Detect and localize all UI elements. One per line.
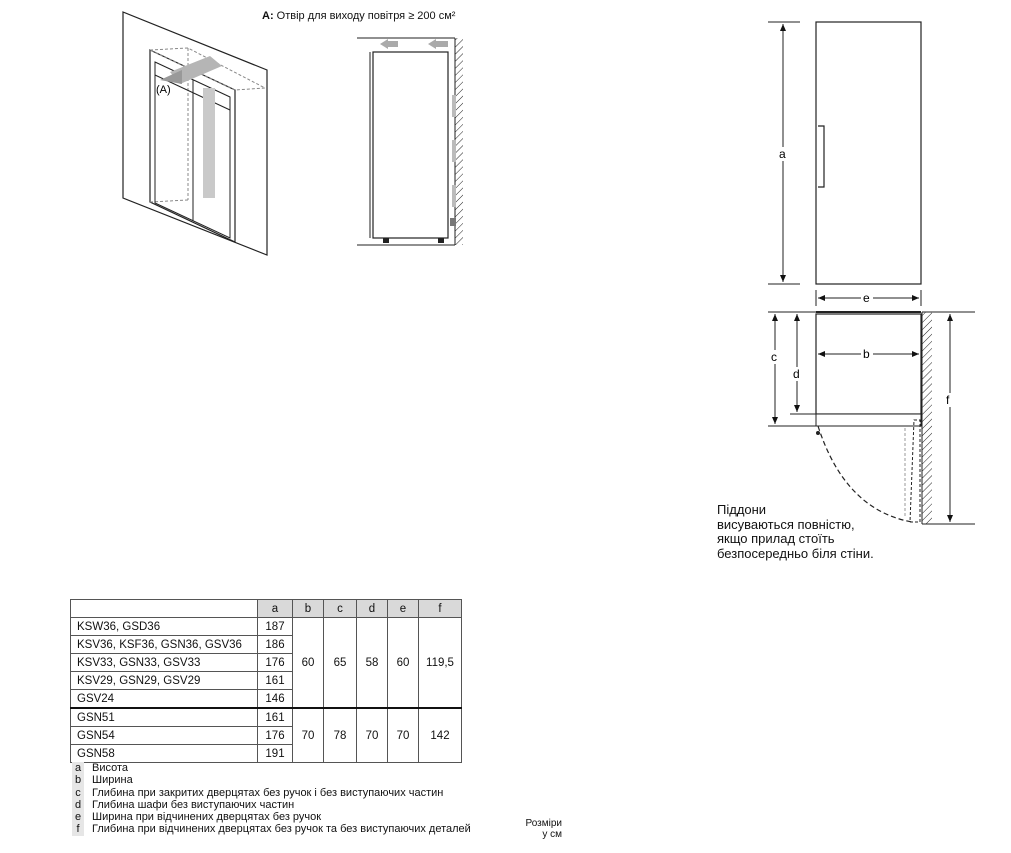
units-line: у см	[542, 829, 562, 840]
air-caption-key: A:	[262, 10, 274, 22]
legend-text: Висота	[92, 762, 129, 774]
units-line: Розміри	[525, 818, 562, 829]
note-line: якщо прилад стоїть	[717, 531, 835, 546]
width-cell: 70	[293, 708, 324, 763]
height-cell: 191	[258, 745, 293, 763]
dim-label-d: d	[793, 367, 800, 381]
depth-open-cell: 119,5	[419, 618, 462, 709]
width-open-cell: 60	[388, 618, 419, 709]
height-cell: 146	[258, 690, 293, 709]
cabinet-depth-cell: 58	[357, 618, 388, 709]
dim-label-f: f	[946, 393, 950, 407]
legend-item	[72, 762, 471, 774]
dim-label-e: e	[863, 291, 870, 305]
column-header-c: c	[324, 600, 357, 618]
legend-key: a	[72, 762, 84, 774]
model-cell: GSV24	[71, 690, 258, 709]
depth-open-cell: 142	[419, 708, 462, 763]
legend-item	[72, 799, 471, 811]
depth-closed-cell: 78	[324, 708, 357, 763]
model-cell: KSV33, GSN33, GSV33	[71, 654, 258, 672]
legend-item	[72, 787, 471, 799]
model-cell: KSV29, GSN29, GSV29	[71, 672, 258, 690]
depth-closed-cell: 65	[324, 618, 357, 709]
dim-label-a: a	[779, 147, 786, 161]
height-cell: 187	[258, 618, 293, 636]
legend-text: Глибина при відчинених дверцятах без ручок та без виступаючих деталей	[92, 823, 471, 836]
column-header-f: f	[419, 600, 462, 618]
height-cell: 161	[258, 708, 293, 727]
table-header-blank	[71, 600, 258, 618]
dim-label-b: b	[863, 347, 870, 361]
dim-label-c: c	[771, 350, 777, 364]
table-row	[71, 618, 462, 636]
height-cell: 161	[258, 672, 293, 690]
legend-item	[72, 811, 471, 823]
model-cell: GSN51	[71, 708, 258, 727]
width-cell: 60	[293, 618, 324, 709]
height-cell: 186	[258, 636, 293, 654]
dimensions-legend	[72, 762, 471, 836]
legend-key: b	[72, 774, 84, 786]
legend-key: e	[72, 811, 84, 823]
column-header-b: b	[293, 600, 324, 618]
legend-text: Ширина	[92, 774, 133, 787]
air-caption-text: Отвір для виходу повітря ≥ 200 см²	[276, 10, 456, 22]
legend-item	[72, 774, 471, 786]
model-cell: KSW36, GSD36	[71, 618, 258, 636]
opening-marker: (A)	[156, 84, 171, 96]
table-header-row	[71, 600, 462, 618]
column-header-e: e	[388, 600, 419, 618]
note-line: висуваються повністю,	[717, 516, 855, 532]
legend-key: d	[72, 799, 84, 811]
ventilation-side-section	[357, 38, 463, 245]
note-line: безпосередньо біля стіни.	[717, 545, 874, 561]
model-cell: GSN54	[71, 727, 258, 745]
drawer-note	[717, 503, 874, 561]
column-header-d: d	[357, 600, 388, 618]
column-header-a: a	[258, 600, 293, 618]
cabinet-depth-cell: 70	[357, 708, 388, 763]
front-elevation-drawing	[768, 22, 921, 284]
model-cell: GSN58	[71, 745, 258, 763]
height-cell: 176	[258, 727, 293, 745]
legend-key: c	[72, 787, 84, 799]
legend-item	[72, 823, 471, 835]
legend-text: Глибина при закритих дверцятах без ручок і без виступаючих частин	[92, 786, 444, 799]
units-note	[520, 818, 562, 840]
note-line: Піддони	[717, 502, 767, 517]
height-cell: 176	[258, 654, 293, 672]
table-row	[71, 708, 462, 727]
width-open-cell: 70	[388, 708, 419, 763]
model-cell: KSV36, KSF36, GSN36, GSV36	[71, 636, 258, 654]
legend-key: f	[72, 823, 84, 835]
legend-text: Ширина при відчинених дверцятах без ручок	[92, 811, 322, 824]
dimensions-table	[70, 599, 462, 763]
niche-installation-drawing	[123, 12, 267, 255]
top-view-drawing	[768, 290, 975, 524]
legend-text: Глибина шафи без виступаючих частин	[92, 798, 295, 811]
